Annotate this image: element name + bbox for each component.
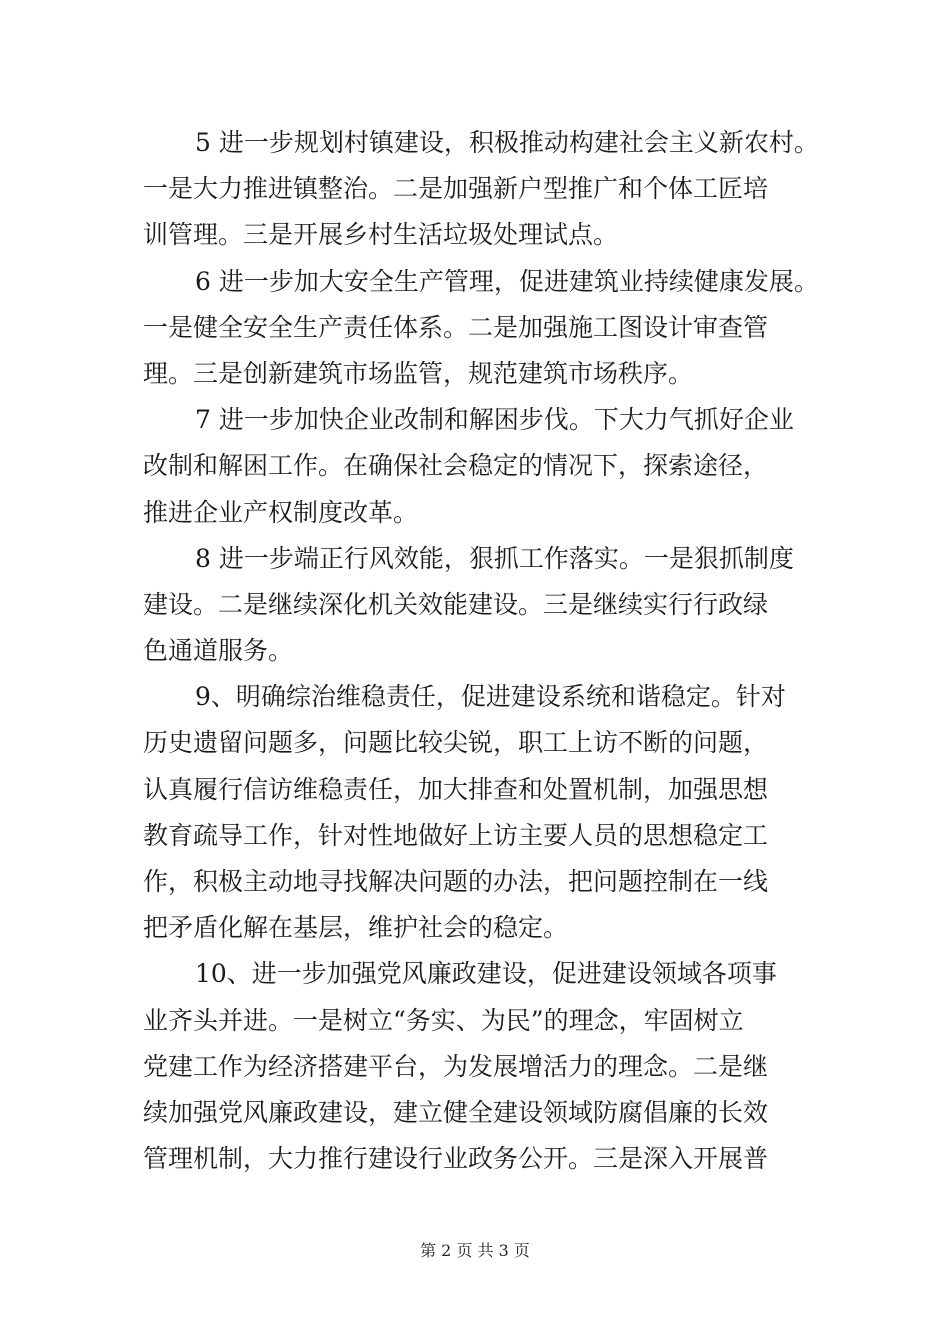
text-line: 管理机制，大力推行建设行业政务公开。三是深入开展普 [143, 1144, 769, 1174]
text-line: 教育疏导工作，针对性地做好上访主要人员的思想稳定工 [143, 820, 769, 850]
text-line: 9、明确综治维稳责任，促进建设系统和谐稳定。针对 [195, 682, 786, 712]
text-line: 一是健全安全生产责任体系。二是加强施工图设计审查管 [143, 312, 769, 342]
text-line: 把矛盾化解在基层，维护社会的稳定。 [143, 913, 569, 943]
text-line: 业齐头并进。一是树立“务实、为民”的理念，牢固树立 [143, 1005, 744, 1035]
text-line: 一是大力推进镇整治。二是加强新户型推广和个体工匠培 [143, 174, 769, 204]
text-line: 改制和解困工作。在确保社会稳定的情况下，探索途径， [143, 451, 769, 481]
text-line: 作，积极主动地寻找解决问题的办法，把问题控制在一线 [143, 867, 769, 896]
text-line: 建设。二是继续深化机关效能建设。三是继续实行行政绿 [143, 589, 769, 619]
text-line: 认真履行信访维稳责任，加大排查和处置机制，加强思想 [143, 774, 769, 804]
text-line: 推进企业产权制度改革。 [143, 497, 419, 527]
text-line: 5 进一步规划村镇建设，积极推动构建社会主义新农村。 [195, 128, 819, 157]
text-line: 党建工作为经济搭建平台，为发展增活力的理念。二是继 [143, 1051, 769, 1081]
text-line: 历史遗留问题多，问题比较尖锐，职工上访不断的问题， [143, 728, 769, 758]
text-line: 10、进一步加强党风廉政建设，促进建设领域各项事 [195, 959, 777, 989]
text-line: 8 进一步端正行风效能，狠抓工作落实。一是狠抓制度 [195, 543, 794, 573]
text-line: 色通道服务。 [143, 636, 294, 666]
text-line: 训管理。三是开展乡村生活垃圾处理试点。 [143, 220, 619, 250]
page-footer: 第 2 页 共 3 页 [420, 1241, 530, 1260]
document-body [143, 120, 823, 1182]
text-line: 理。三是创新建筑市场监管，规范建筑市场秩序。 [143, 358, 694, 388]
text-line: 7 进一步加快企业改制和解困步伐。下大力气抓好企业 [195, 405, 794, 435]
text-line: 续加强党风廉政建设，建立健全建设领域防腐倡廉的长效 [143, 1097, 769, 1127]
text-line: 6 进一步加大安全生产管理，促进建筑业持续健康发展。 [195, 266, 819, 296]
